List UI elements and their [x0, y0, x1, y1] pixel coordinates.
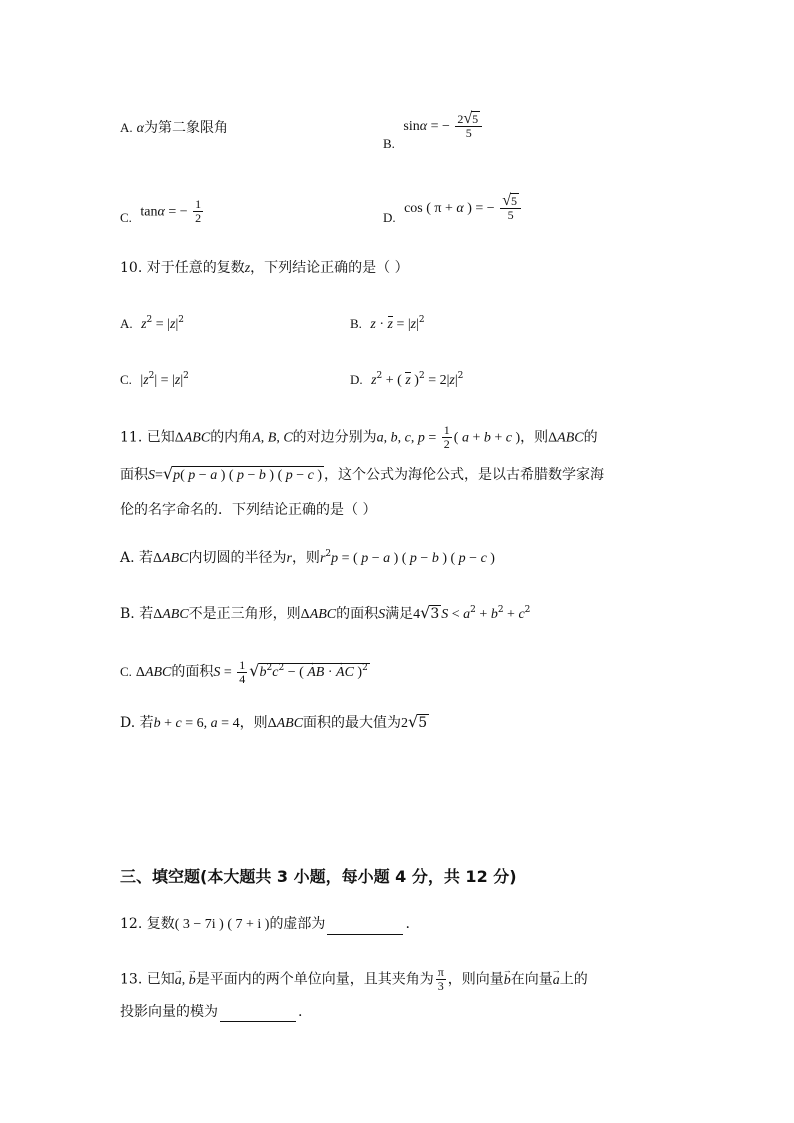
text: 内切圆的半径为 [188, 550, 287, 566]
q12-stem: 12. 复数( 3 − 7i ) ( 7 + i )的虚部为 . [120, 914, 410, 935]
text: 的 [583, 429, 598, 446]
option-label: C. [120, 664, 132, 679]
q10-option-b: B. $z \cdot z = |z|^2$ [350, 315, 425, 332]
question-stem-tail: ，下列结论正确的是（ ） [250, 260, 409, 276]
text: ，则向量 [447, 971, 504, 988]
text: 的虚部为 [269, 916, 326, 932]
text: 的对边分别为 [292, 429, 377, 446]
q9-option-c: C. tanα = − $\frac{1}{2}$ [120, 197, 202, 225]
text: 上的 [559, 971, 588, 988]
q11-option-c: C. ΔABC的面积S = $\frac{1}{4}$ $√b^2c^2$ − ( → AB · → AC )$^2$ [120, 658, 370, 686]
q10-stem: 10. 对于任意的复数z，下列结论正确的是（ ） [120, 260, 409, 276]
text: 的面积 [171, 664, 214, 680]
text: ，则 [239, 715, 268, 731]
text: 是平面内的两个单位向量，且其夹角为 [195, 971, 434, 988]
option-label: D. [350, 372, 363, 387]
q11-stem-line1: 11. 已知ΔABC的内角A, B, C的对边分别为a, b, c, p = $\frac{1}{2}$ ( a + b + c )，则ΔABC的 [120, 423, 598, 451]
text: ，则 [291, 550, 320, 566]
option-label: D. [383, 210, 396, 225]
text: 12. 复数 [120, 916, 175, 932]
text: 不是正三角形，则 [188, 606, 301, 622]
option-label: B. [383, 136, 395, 151]
q11-stem-line3 [120, 500, 376, 520]
option-label: A. 若 [120, 550, 154, 566]
q11-option-b: B. 若ΔABC不是正三角形，则ΔABC的面积S满足4√3 $S < a^2 + b^2 + c^2$ [120, 603, 531, 622]
text: . [298, 1004, 303, 1020]
q10-option-a: A. $z^2 = |z|^2$ [120, 315, 184, 332]
text: 在向量 [510, 971, 553, 988]
text: ，则 [520, 429, 549, 446]
text: 面积的最大值为 [303, 715, 402, 731]
q10-option-d: D. $z^2$ + ( z )$^2 = 2|z|^2$ [350, 371, 464, 388]
option-label: A. [120, 120, 133, 135]
q10-option-c: C. $|z^2| = |z|^2$ [120, 371, 189, 388]
text: 投影向量的模为 [120, 1004, 218, 1020]
option-label: A. [120, 316, 133, 331]
q13-stem-line1: 13. 已知→ a, → b是平面内的两个单位向量，且其夹角为 $\frac{\pi}{3}$ ，则向量→ b在向量→ a上的 [120, 966, 588, 993]
q11-stem-line2: 面积S=√p( p − a ) ( p − b ) ( p − c ) ，这个公式为海伦公式，是以古希腊数学家海 [120, 464, 605, 483]
text: 11. 已知 [120, 429, 175, 446]
text: 伦的名字命名的．下列结论正确的是（ ） [120, 502, 377, 518]
question-stem: 10. 对于任意的复数 [120, 260, 245, 276]
q9-option-a: A. α为第二象限角 [120, 120, 228, 136]
option-label: B. [350, 316, 362, 331]
q9-option-d: D. cos ( π + α ) = − $\frac{√5}{5}$ [383, 194, 523, 222]
option-label: D. 若 [120, 715, 154, 731]
q11-option-d: D. 若b + c = 6, a = 4，则ΔABC面积的最大值为2√5 [120, 712, 428, 731]
q11-option-a: A. 若ΔABC内切圆的半径为r，则$r^2p$ = ( p − a ) ( p − b ) ( p − c ) [120, 549, 495, 566]
text: 面积 [120, 467, 148, 483]
text: 13. 已知 [120, 971, 175, 988]
text: ，这个公式为海伦公式，是以古希腊数学家海 [324, 467, 605, 483]
option-label: C. [120, 372, 132, 387]
q9-option-b: B. sinα = − $\frac{2√5}{5}$ [383, 112, 484, 140]
option-text: 为第二象限角 [144, 120, 228, 136]
text: . [405, 916, 410, 932]
section-heading: 三、填空题(本大题共 3 小题，每小题 4 分，共 12 分) [120, 867, 517, 886]
answer-blank[interactable] [220, 1007, 296, 1022]
text: 满足 [385, 606, 414, 622]
answer-blank[interactable] [327, 920, 403, 935]
option-label: B. 若 [120, 606, 154, 622]
q13-stem-line2 [120, 1002, 302, 1022]
text: 的内角 [210, 429, 253, 446]
option-label: C. [120, 209, 132, 225]
text: 的面积 [336, 606, 379, 622]
